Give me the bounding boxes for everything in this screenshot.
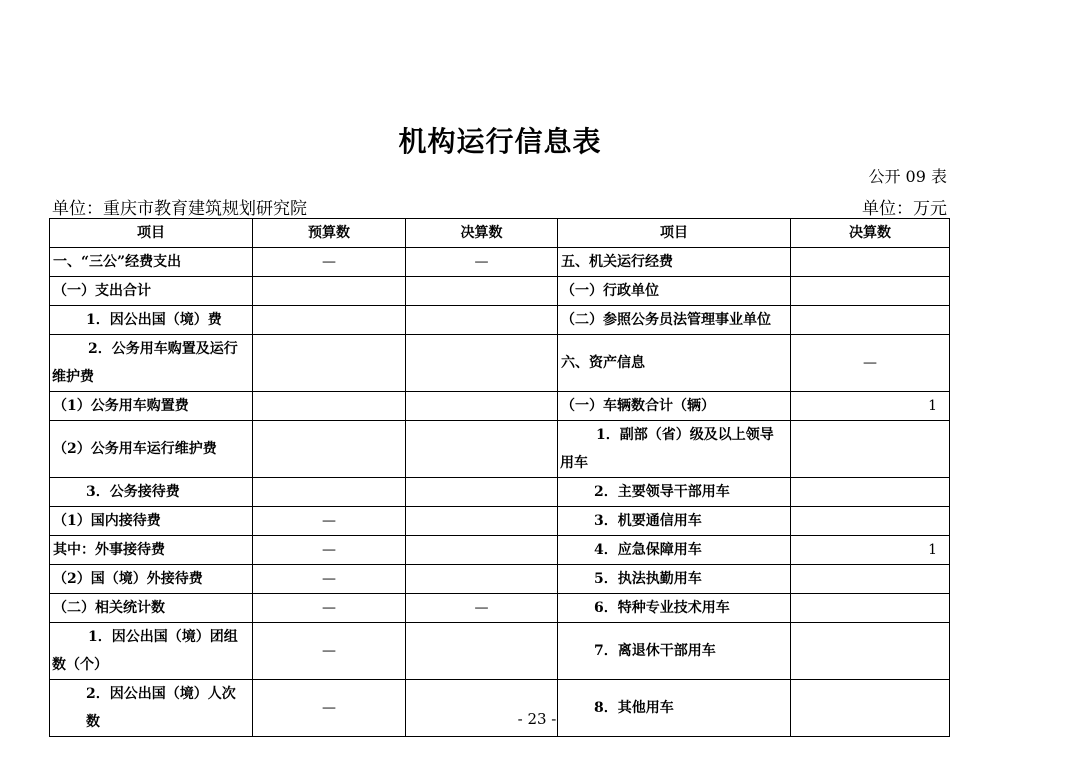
cell-final-right: 1: [791, 536, 950, 565]
cell-budget: [253, 478, 406, 507]
cell-item-right: （一）行政单位: [558, 277, 791, 306]
cell-final-right: 1: [791, 392, 950, 421]
cell-item: （1）国内接待费: [50, 507, 253, 536]
cell-item-right: 5．执法执勤用车: [558, 565, 791, 594]
cell-budget: [253, 392, 406, 421]
cell-item-right: 1．副部（省）级及以上领导用车: [558, 421, 791, 478]
table-row: [50, 392, 950, 421]
organization-unit: 单位：重庆市教育建筑规划研究院: [52, 199, 307, 219]
table-row: [50, 248, 950, 277]
cell-item-right: 4．应急保障用车: [558, 536, 791, 565]
cell-final: [406, 306, 558, 335]
cell-final-right: [791, 507, 950, 536]
header-final: 决算数: [406, 219, 558, 248]
cell-budget: [253, 306, 406, 335]
header-item: 项目: [50, 219, 253, 248]
cell-final-right: [791, 623, 950, 680]
table-row: [50, 623, 950, 680]
form-number: 公开 09 表: [868, 167, 947, 186]
cell-budget: [253, 277, 406, 306]
cell-final: [406, 335, 558, 392]
cell-final: [406, 536, 558, 565]
cell-final: [406, 507, 558, 536]
operations-info-table: [49, 218, 950, 737]
cell-item-right: 3．机要通信用车: [558, 507, 791, 536]
header-final-right: 决算数: [791, 219, 950, 248]
cell-item: （2）公务用车运行维护费: [50, 421, 253, 478]
cell-item-right: 2．主要领导干部用车: [558, 478, 791, 507]
table-row: [50, 565, 950, 594]
cell-budget: [253, 335, 406, 392]
cell-item-right: 六、资产信息: [558, 335, 791, 392]
cell-item: 2．公务用车购置及运行维护费: [50, 335, 253, 392]
cell-final-right: [791, 565, 950, 594]
table-row: [50, 335, 950, 392]
table-row: [50, 507, 950, 536]
cell-item: 一、“三公”经费支出: [50, 248, 253, 277]
table-row: [50, 536, 950, 565]
cell-item: （一）支出合计: [50, 277, 253, 306]
header-budget: 预算数: [253, 219, 406, 248]
cell-item-right: 6．特种专业技术用车: [558, 594, 791, 623]
table-row: [50, 277, 950, 306]
cell-item-right: （二）参照公务员法管理事业单位: [558, 306, 791, 335]
currency-unit: 单位：万元: [862, 199, 947, 219]
cell-item-right: 8．其他用车: [558, 680, 791, 737]
cell-budget: [253, 421, 406, 478]
cell-budget: —: [253, 507, 406, 536]
cell-item: 1．因公出国（境）团组数（个）: [50, 623, 253, 680]
table-header-row: [50, 219, 950, 248]
table-row: [50, 594, 950, 623]
cell-final: [406, 478, 558, 507]
cell-item-right: 五、机关运行经费: [558, 248, 791, 277]
cell-final-right: —: [791, 335, 950, 392]
cell-final-right: [791, 421, 950, 478]
cell-budget: —: [253, 565, 406, 594]
cell-final-right: [791, 248, 950, 277]
cell-budget: —: [253, 623, 406, 680]
header-item-right: 项目: [558, 219, 791, 248]
cell-item: （二）相关统计数: [50, 594, 253, 623]
page-number: - 23 -: [517, 710, 557, 728]
cell-item: 1．因公出国（境）费: [50, 306, 253, 335]
cell-budget: —: [253, 680, 406, 737]
cell-final: [406, 421, 558, 478]
table-row: [50, 306, 950, 335]
cell-item-right: （一）车辆数合计（辆）: [558, 392, 791, 421]
cell-final: [406, 392, 558, 421]
cell-final: [406, 623, 558, 680]
cell-final-right: [791, 277, 950, 306]
cell-budget: —: [253, 536, 406, 565]
cell-final: —: [406, 594, 558, 623]
cell-final-right: [791, 594, 950, 623]
table-row: [50, 478, 950, 507]
page-title: 机构运行信息表: [398, 125, 602, 158]
cell-final-right: [791, 478, 950, 507]
cell-item: （1）公务用车购置费: [50, 392, 253, 421]
cell-budget: —: [253, 248, 406, 277]
cell-item: 2．因公出国（境）人次数: [50, 680, 253, 737]
cell-final: —: [406, 248, 558, 277]
cell-item: 其中：外事接待费: [50, 536, 253, 565]
cell-item-right: 7．离退休干部用车: [558, 623, 791, 680]
cell-item: （2）国（境）外接待费: [50, 565, 253, 594]
table-row: [50, 421, 950, 478]
cell-budget: —: [253, 594, 406, 623]
cell-final: [406, 565, 558, 594]
cell-final: [406, 277, 558, 306]
cell-final-right: [791, 306, 950, 335]
cell-item: 3．公务接待费: [50, 478, 253, 507]
